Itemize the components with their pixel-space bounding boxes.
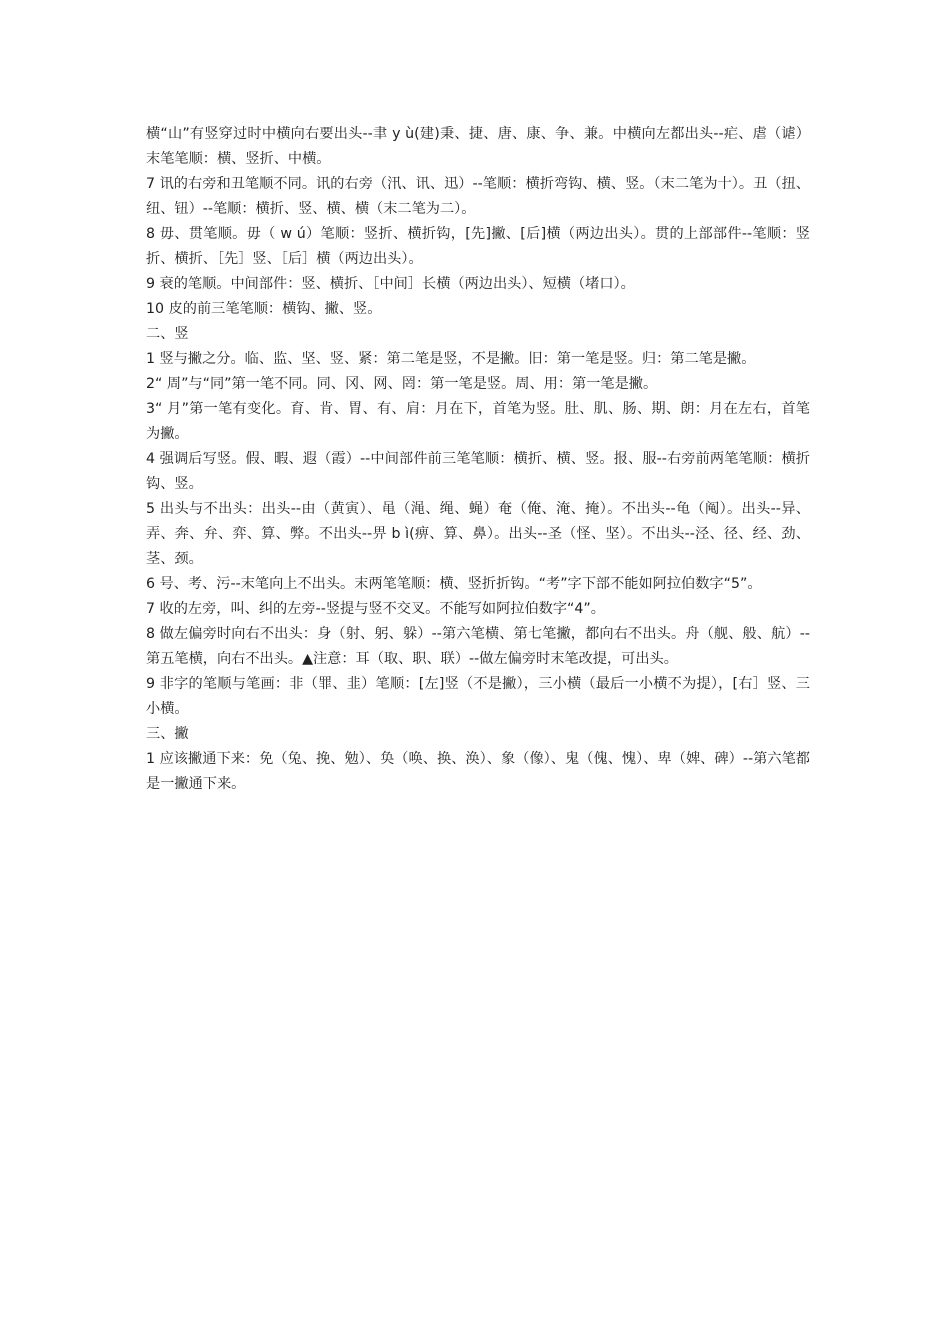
paragraph-5: 10 皮的前三笔笔顺：横钩、撇、竖。 xyxy=(146,301,382,317)
paragraph-14: 8 做左偏旁时向右不出头：身（射、躬、躲）--第六笔横、第七笔撇，都向右不出头。舟（舰、般、航）--第五笔横，向右不出头。▲注意：耳（取、职、联）--做左偏旁时末笔改提，可出头。 xyxy=(146,626,810,667)
paragraph-7: 1 竖与撇之分。临、监、坚、竖、紧：第二笔是竖，不是撇。旧：第一笔是竖。归：第二笔是撇。 xyxy=(146,351,756,367)
paragraph-8: 2“ 周”与“同”第一笔不同。同、冈、网、罔：第一笔是竖。周、用：第一笔是撇。 xyxy=(146,376,658,392)
paragraph-12: 6 号、考、污--末笔向上不出头。末两笔笔顺：横、竖折折钩。“考”字下部不能如阿拉伯数字“5”。 xyxy=(146,576,762,592)
paragraph-4: 9 衰的笔顺。中间部件：竖、横折、［中间］长横（两边出头）、短横（堵口）。 xyxy=(146,276,635,292)
paragraph-1: 横“山”有竖穿过时中横向右要出头--聿 y ù(建)秉、捷、唐、康、争、兼。中横向左都出头--疟、虐（谑）末笔笔顺：横、竖折、中横。 xyxy=(146,126,810,167)
paragraph-17: 1 应该撇通下来：免（兔、挽、勉）、奂（唤、换、涣）、象（像）、鬼（傀、愧）、卑（婢、碑）--第六笔都是一撇通下来。 xyxy=(146,751,810,792)
paragraph-9: 3“ 月”第一笔有变化。育、肯、胃、有、肩：月在下，首笔为竖。肚、肌、肠、期、朗：月在左右，首笔为撇。 xyxy=(146,401,810,442)
paragraph-15: 9 非字的笔顺与笔画：非（罪、韭）笔顺：[左]竖（不是撇），三小横（最后一小横不为提），[右］竖、三小横。 xyxy=(146,676,810,717)
paragraph-10: 4 强调后写竖。假、暇、遐（霞）--中间部件前三笔笔顺：横折、横、竖。报、服--右旁前两笔笔顺：横折钩、竖。 xyxy=(146,451,810,492)
section-heading-vertical: 二、竖 xyxy=(146,326,189,342)
paragraph-11: 5 出头与不出头：出头--由（黄寅）、黾（渑、绳、蝇）奄（俺、淹、掩）。不出头--龟（阄）。出头--异、弄、奔、弁、弈、算、弊。不出头--畀 b ì(痹、算、鼻）。出头--圣（怪、坚）。不出头--泾、径、经、劲、茎、颈。 xyxy=(146,501,810,567)
paragraph-2: 7 讯的右旁和丑笔顺不同。讯的右旁（汛、讯、迅）--笔顺：横折弯钩、横、竖。（末二笔为十）。丑（扭、纽、钮）--笔顺：横折、竖、横、横（末二笔为二）。 xyxy=(146,176,810,217)
document-body xyxy=(146,122,810,797)
section-heading-left-falling: 三、撇 xyxy=(146,726,189,742)
paragraph-13: 7 收的左旁，叫、纠的左旁--竖提与竖不交叉。不能写如阿拉伯数字“4”。 xyxy=(146,601,605,617)
paragraph-3: 8 毋、贯笔顺。毋（ w ú）笔顺：竖折、横折钩，[先]撇、[后]横（两边出头）。贯的上部部件--笔顺：竖折、横折、［先］竖、［后］横（两边出头）。 xyxy=(146,226,810,267)
